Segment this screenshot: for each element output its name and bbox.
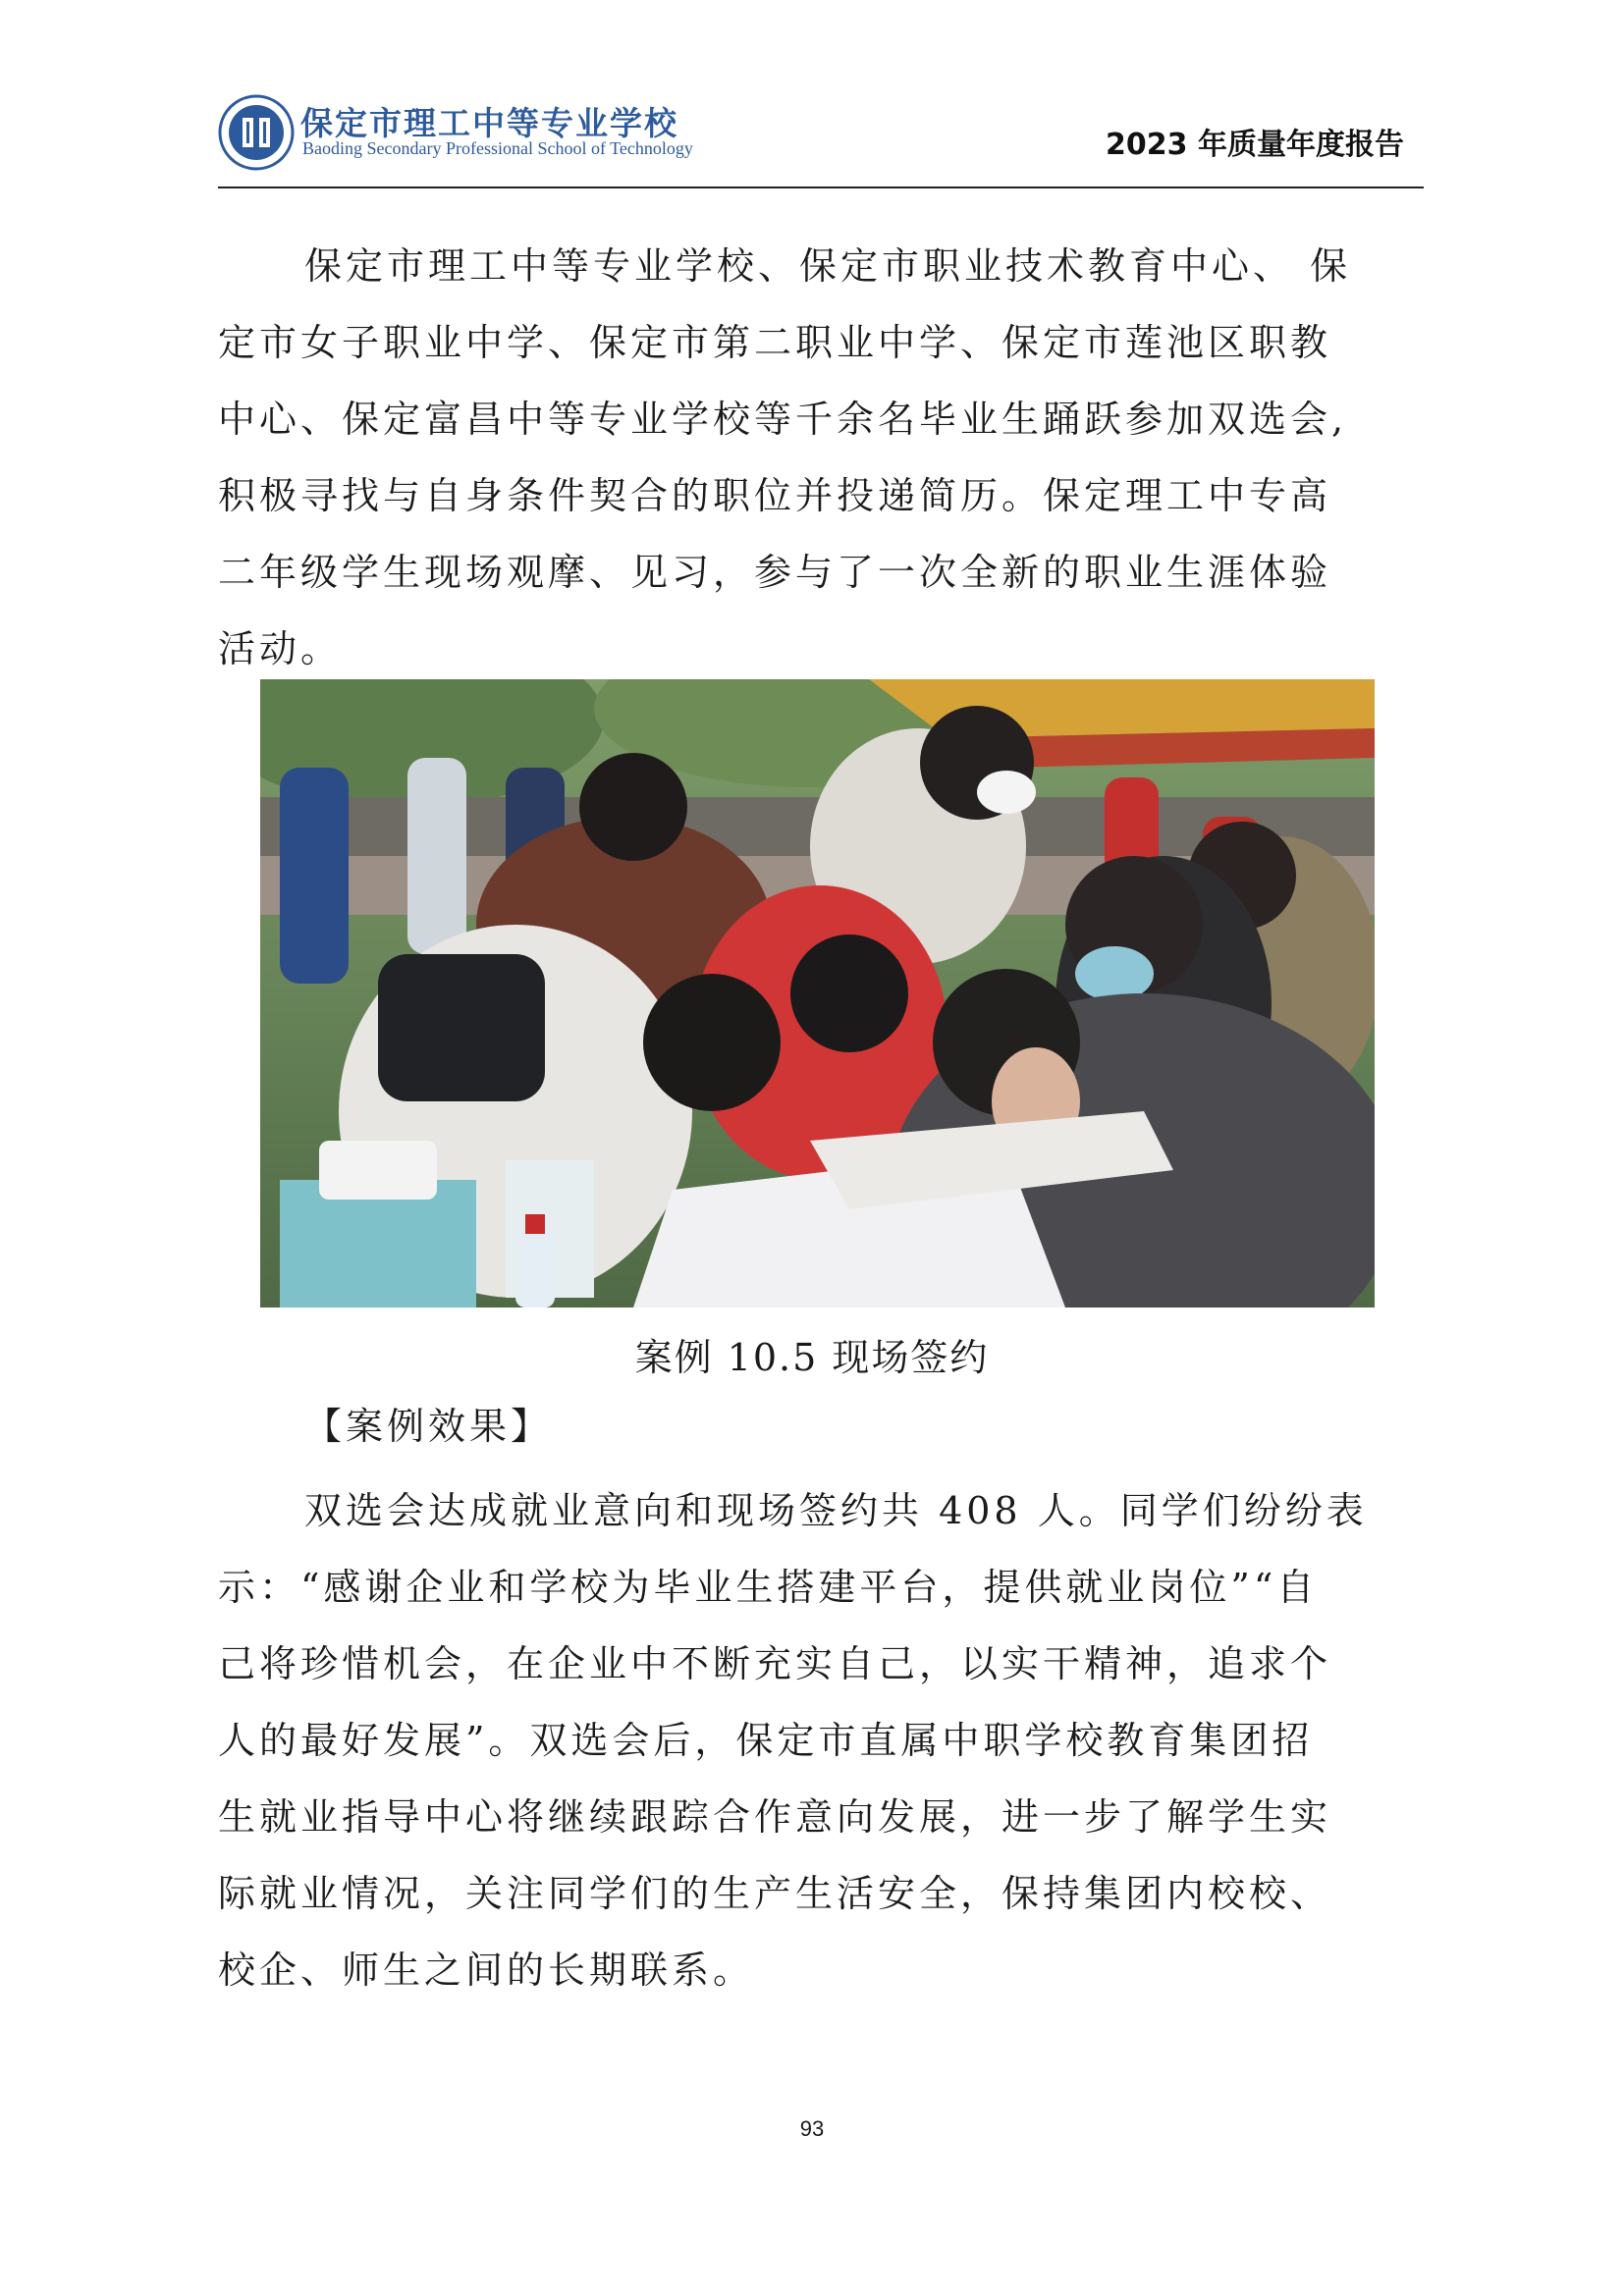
text-line: 人的最好发展”。双选会后，保定市直属中职学校教育集团招 [218, 1719, 1314, 1762]
text-line: 己将珍惜机会，在企业中不断充实自己，以实干精神，追求个 [218, 1642, 1332, 1685]
text-line: 校企、师生之间的长期联系。 [218, 1949, 755, 1992]
text-line: 中心、保定富昌中等专业学校等千余名毕业生踊跃参加双选会, [218, 398, 1348, 441]
section-heading: 【案例效果】 [304, 1405, 553, 1448]
text-line: 际就业情况，关注同学们的生产生活安全，保持集团内校校、 [218, 1872, 1332, 1915]
page-header [218, 94, 1424, 188]
text-line: 双选会达成就业意向和现场签约共 408 人。同学们纷纷表 [304, 1489, 1368, 1532]
job-fair-signing-photo [260, 679, 1375, 1308]
text-line: 示：“感谢企业和学校为毕业生搭建平台，提供就业岗位”“自 [218, 1566, 1319, 1609]
page-number: 93 [799, 2116, 825, 2141]
text-line: 生就业指导中心将继续跟踪合作意向发展，进一步了解学生实 [218, 1795, 1332, 1839]
figure-caption: 案例 10.5 现场签约 [634, 1336, 990, 1379]
text-line: 定市女子职业中学、保定市第二职业中学、保定市莲池区职教 [218, 321, 1332, 364]
text-line: 二年级学生现场观摩、见习，参与了一次全新的职业生涯体验 [218, 551, 1332, 594]
school-name-cn: 保定市理工中等专业学校 [300, 104, 678, 142]
text-line: 保定市理工中等专业学校、保定市职业技术教育中心、 保 [304, 244, 1352, 288]
school-logo [218, 94, 807, 173]
text-line: 积极寻找与自身条件契合的职位并投递简历。保定理工中专高 [218, 474, 1332, 517]
text-line: 活动。 [218, 627, 343, 670]
school-name-en: Baoding Secondary Professional School of Technology [302, 138, 693, 158]
report-title: 2023 年质量年度报告 [1106, 128, 1404, 162]
result-paragraph [218, 1472, 1416, 2008]
intro-paragraph [218, 228, 1416, 687]
school-seal-icon [218, 94, 295, 171]
